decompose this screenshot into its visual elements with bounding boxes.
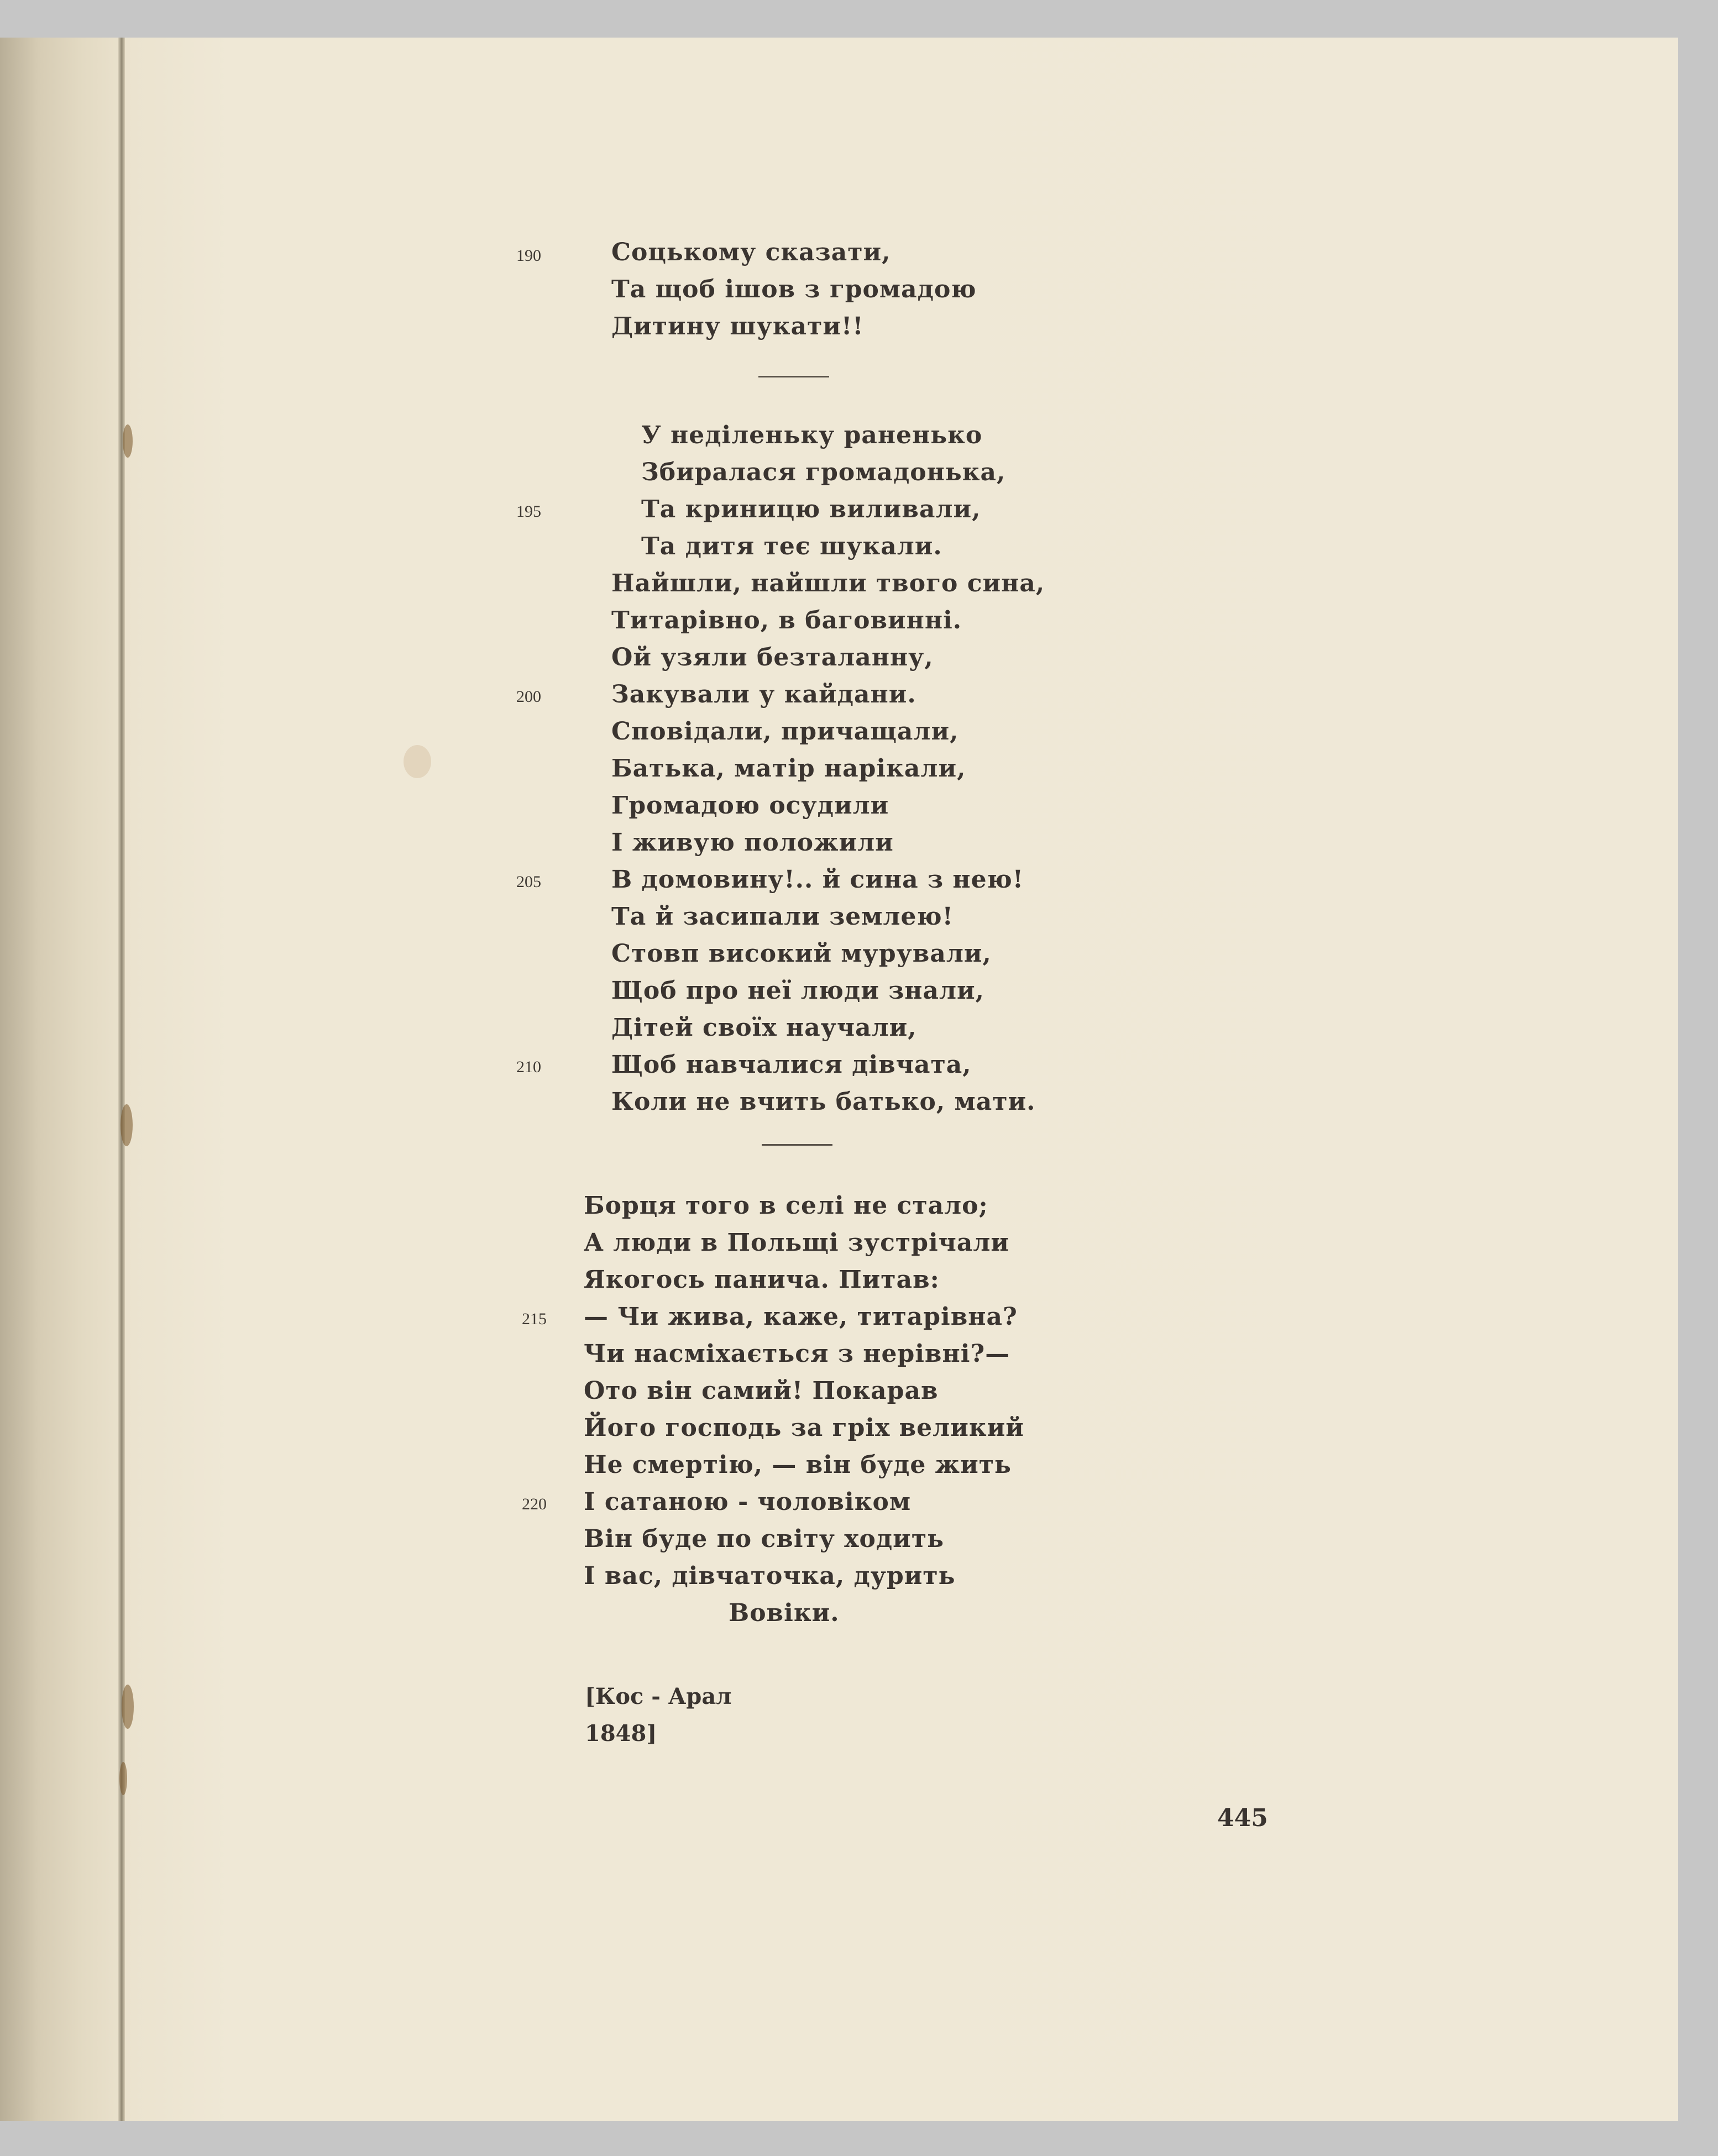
page-number: 445 (1217, 1804, 1268, 1832)
stain-mark (121, 1104, 133, 1146)
poem-line: Закували у кайдани. (611, 680, 916, 709)
line-number: 220 (522, 1495, 547, 1513)
poem-line: Ото він самий! Покарав (584, 1377, 939, 1405)
line-number: 210 (516, 1058, 541, 1076)
book-page (0, 38, 1678, 2121)
poem-line: В домовину!.. й сина з нею! (611, 865, 1024, 894)
poem-line: І сатаною - чоловіком (584, 1488, 912, 1516)
line-number: 200 (516, 688, 541, 706)
poem-line: Найшли, найшли твого сина, (611, 569, 1045, 597)
place-note: [Кос - Арал (585, 1683, 732, 1709)
poem-line: А люди в Польщі зустрічали (584, 1229, 1010, 1257)
poem-line: Його господь за гріх великий (584, 1414, 1024, 1442)
poem-line: Та й засипали землею! (611, 903, 954, 931)
poem-line: Борця того в селі не стало; (584, 1192, 988, 1220)
line-number: 205 (516, 873, 541, 891)
stain-mark (119, 1762, 127, 1795)
poem-line: Соцькому сказати, (611, 238, 891, 266)
poem-line: Та дитя теє шукали. (641, 532, 942, 560)
poem-line: — Чи жива, каже, титарівна? (584, 1303, 1018, 1331)
poem-line: І живую положили (611, 828, 894, 857)
poem-line: Та щоб ішов з громадою (611, 275, 977, 303)
poem-line: Чи насміхається з нерівні?— (584, 1340, 1010, 1368)
poem-line: Дитину шукати!! (611, 312, 864, 340)
page-gutter (118, 38, 125, 2121)
line-number: 195 (516, 502, 541, 521)
poem-line: Ой узяли безталанну, (611, 643, 934, 672)
poem-line: Щоб навчалися дівчата, (611, 1051, 972, 1079)
stain-mark (404, 745, 431, 778)
section-divider (762, 1144, 832, 1146)
poem-line: Збиралася громадонька, (641, 458, 1006, 486)
poem-line: Коли не вчить батько, мати. (611, 1088, 1036, 1116)
poem-line: Титарівно, в баговинні. (611, 606, 962, 634)
stain-mark (123, 424, 133, 458)
line-number: 190 (516, 246, 541, 265)
stain-mark (122, 1685, 134, 1729)
poem-line: Щоб про неї люди знали, (611, 977, 984, 1005)
poem-line: Батька, матір нарікали, (611, 754, 966, 783)
poem-line: Сповідали, причащали, (611, 717, 959, 746)
poem-line: Вовіки. (729, 1599, 840, 1627)
poem-line: Дітей своїх научали, (611, 1014, 917, 1042)
year-note: 1848] (585, 1720, 657, 1746)
poem-line: Стовп високий мурували, (611, 940, 992, 968)
poem-line: Не смертію, — він буде жить (584, 1451, 1012, 1479)
line-number: 215 (522, 1310, 547, 1328)
poem-line: Громадою осудили (611, 791, 889, 820)
poem-line: Якогось панича. Питав: (584, 1266, 940, 1294)
poem-line: Він буде по світу ходить (584, 1525, 944, 1553)
poem-line: Та криницю виливали, (641, 495, 981, 523)
poem-line: І вас, дівчаточка, дурить (584, 1562, 956, 1590)
section-divider (758, 376, 829, 377)
poem-line: У неділеньку раненько (641, 421, 983, 449)
